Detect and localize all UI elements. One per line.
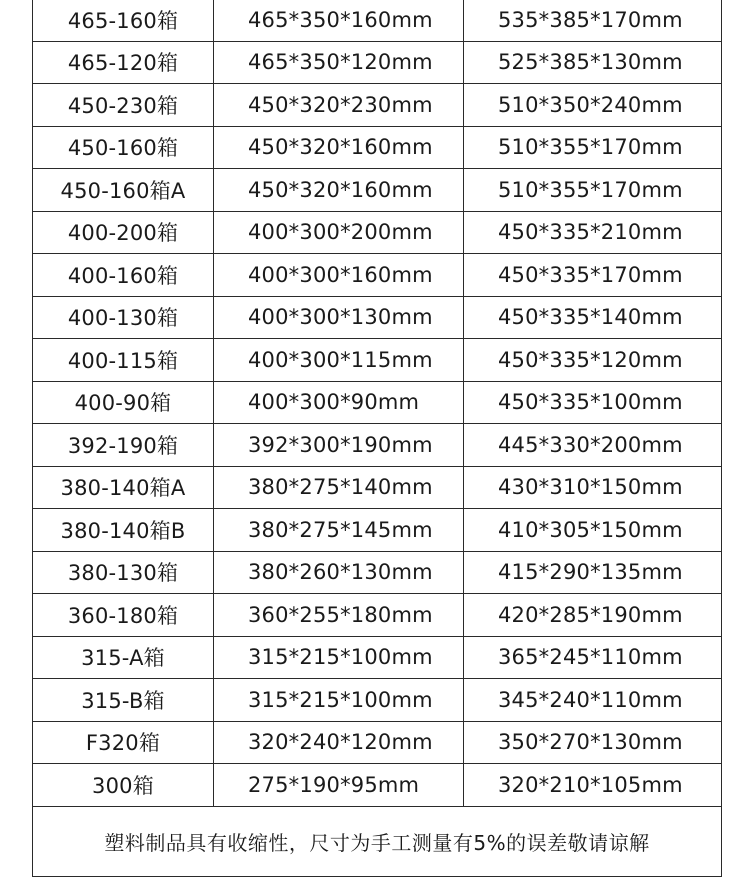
table-row — [33, 466, 722, 509]
inner-size-cell: 315*215*100mm — [214, 679, 464, 722]
table-row — [33, 41, 722, 84]
table-row — [33, 424, 722, 467]
table-row — [33, 339, 722, 382]
inner-size-cell: 400*300*115mm — [214, 339, 464, 382]
outer-size-cell: 320*210*105mm — [464, 764, 722, 807]
model-cell: 400-115箱 — [33, 339, 214, 382]
model-cell: 300箱 — [33, 764, 214, 807]
outer-size-cell: 450*335*170mm — [464, 254, 722, 297]
table-row — [33, 0, 722, 41]
model-cell: 392-190箱 — [33, 424, 214, 467]
table-row — [33, 551, 722, 594]
model-cell: 400-130箱 — [33, 296, 214, 339]
inner-size-cell: 392*300*190mm — [214, 424, 464, 467]
inner-size-cell: 380*275*145mm — [214, 509, 464, 552]
model-cell: 465-120箱 — [33, 41, 214, 84]
footer-row — [33, 806, 722, 876]
footer-note: 塑料制品具有收缩性，尺寸为手工测量有5%的误差敬请谅解 — [33, 806, 722, 876]
inner-size-cell: 360*255*180mm — [214, 594, 464, 637]
inner-size-cell: 450*320*160mm — [214, 169, 464, 212]
inner-size-cell: 400*300*90mm — [214, 381, 464, 424]
model-cell: 315-A箱 — [33, 636, 214, 679]
model-cell: 450-160箱A — [33, 169, 214, 212]
outer-size-cell: 350*270*130mm — [464, 721, 722, 764]
table-row — [33, 594, 722, 637]
model-cell: 380-130箱 — [33, 551, 214, 594]
inner-size-cell: 450*320*230mm — [214, 84, 464, 127]
outer-size-cell: 450*335*140mm — [464, 296, 722, 339]
outer-size-cell: 445*330*200mm — [464, 424, 722, 467]
inner-size-cell: 465*350*160mm — [214, 0, 464, 41]
table-row — [33, 381, 722, 424]
inner-size-cell: 465*350*120mm — [214, 41, 464, 84]
model-cell: 450-230箱 — [33, 84, 214, 127]
model-cell: 400-160箱 — [33, 254, 214, 297]
table-row — [33, 509, 722, 552]
outer-size-cell: 450*335*120mm — [464, 339, 722, 382]
inner-size-cell: 400*300*130mm — [214, 296, 464, 339]
table-row — [33, 254, 722, 297]
size-table-body — [33, 0, 722, 806]
table-row — [33, 721, 722, 764]
table-row — [33, 84, 722, 127]
table-row — [33, 126, 722, 169]
table-row — [33, 764, 722, 807]
inner-size-cell: 380*275*140mm — [214, 466, 464, 509]
model-cell: 380-140箱B — [33, 509, 214, 552]
outer-size-cell: 510*355*170mm — [464, 126, 722, 169]
outer-size-cell: 420*285*190mm — [464, 594, 722, 637]
inner-size-cell: 380*260*130mm — [214, 551, 464, 594]
table-row — [33, 169, 722, 212]
table-row — [33, 679, 722, 722]
inner-size-cell: 275*190*95mm — [214, 764, 464, 807]
outer-size-cell: 415*290*135mm — [464, 551, 722, 594]
outer-size-cell: 365*245*110mm — [464, 636, 722, 679]
model-cell: F320箱 — [33, 721, 214, 764]
inner-size-cell: 320*240*120mm — [214, 721, 464, 764]
inner-size-cell: 315*215*100mm — [214, 636, 464, 679]
model-cell: 315-B箱 — [33, 679, 214, 722]
outer-size-cell: 430*310*150mm — [464, 466, 722, 509]
model-cell: 465-160箱 — [33, 0, 214, 41]
outer-size-cell: 345*240*110mm — [464, 679, 722, 722]
outer-size-cell: 450*335*100mm — [464, 381, 722, 424]
outer-size-cell: 535*385*170mm — [464, 0, 722, 41]
outer-size-cell: 410*305*150mm — [464, 509, 722, 552]
box-size-table — [32, 0, 722, 877]
outer-size-cell: 450*335*210mm — [464, 211, 722, 254]
inner-size-cell: 400*300*160mm — [214, 254, 464, 297]
outer-size-cell: 510*355*170mm — [464, 169, 722, 212]
size-table-container — [32, 0, 721, 877]
table-row — [33, 211, 722, 254]
inner-size-cell: 400*300*200mm — [214, 211, 464, 254]
outer-size-cell: 510*350*240mm — [464, 84, 722, 127]
model-cell: 400-90箱 — [33, 381, 214, 424]
table-row — [33, 636, 722, 679]
model-cell: 380-140箱A — [33, 466, 214, 509]
outer-size-cell: 525*385*130mm — [464, 41, 722, 84]
table-row — [33, 296, 722, 339]
model-cell: 400-200箱 — [33, 211, 214, 254]
inner-size-cell: 450*320*160mm — [214, 126, 464, 169]
model-cell: 450-160箱 — [33, 126, 214, 169]
model-cell: 360-180箱 — [33, 594, 214, 637]
